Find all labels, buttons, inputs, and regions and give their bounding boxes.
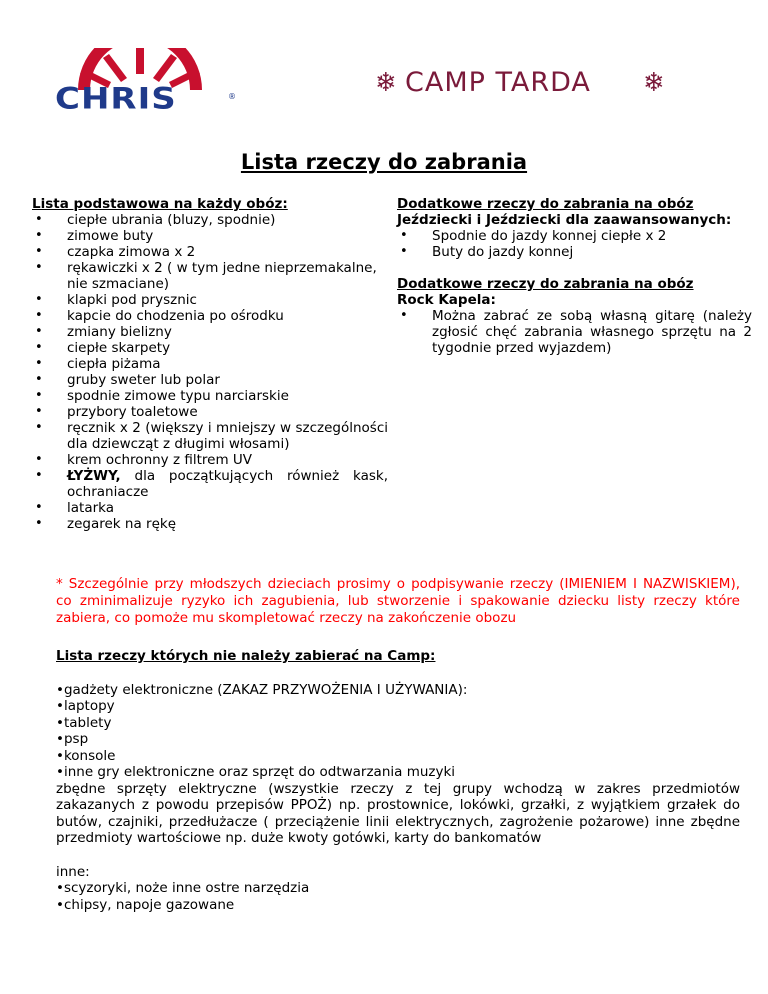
bullet-icon: •: [35, 420, 43, 435]
bullet-icon: •: [35, 340, 43, 355]
list-item: • Spodnie do jazdy konnej ciepłe x 2: [400, 228, 667, 244]
bullet-icon: •: [35, 292, 43, 307]
bullet-icon: •: [35, 324, 43, 339]
additional-lists-section: [397, 196, 752, 356]
bullet-icon: •: [35, 468, 43, 483]
list-item: • ciepłe ubrania (bluzy, spodnie): [35, 212, 276, 228]
list-item: •psp: [56, 731, 89, 747]
list-item: • zimowe buty: [35, 228, 154, 244]
labeling-note: * Szczególnie przy młodszych dzieciach prosimy o podpisywanie rzeczy (IMIENIEM I NAZWISKIEM), co zminimalizuje ryzyko ich zagubienia, lub stworzenie i spakowanie dziecku listy rzeczy które zabiera, co pomoże mu skompletować rzeczy na zakończenie obozu: [56, 576, 740, 626]
list-item: •konsole: [56, 747, 116, 764]
bullet-icon: •: [400, 308, 408, 323]
list-item: • Można zabrać ze sobą własną gitarę (należy zgłosić chęć zabrania własnego sprzętu na 2 tygodnie przed wyjazdem): [400, 308, 752, 356]
bullet-icon: •: [35, 388, 43, 403]
list-item: • czapka zimowa x 2: [35, 244, 196, 260]
list-item: • gruby sweter lub polar: [35, 372, 220, 388]
rock-list: [397, 308, 752, 356]
list-item: • ręcznik x 2 (większy i mniejszy w szczególności dla dziewcząt z długimi włosami): [35, 420, 388, 452]
skis-bold-label: ŁYŻWY,: [67, 468, 121, 484]
list-item: • krem ochronny z filtrem UV: [35, 452, 253, 468]
list-item: •laptopy: [56, 698, 115, 714]
bullet-icon: •: [35, 356, 43, 371]
forbidden-section: [56, 648, 740, 913]
snowflake-icon: ❄: [375, 68, 397, 98]
list-item: • zmiany bielizny: [35, 324, 172, 340]
list-item: •inne gry elektroniczne oraz sprzęt do odtwarzania muzyki: [56, 764, 456, 780]
list-item: • przybory toaletowe: [35, 404, 198, 420]
bullet-icon: •: [35, 308, 43, 323]
basic-list-heading: Lista podstawowa na każdy obóz:: [32, 196, 288, 212]
bullet-icon: •: [35, 500, 43, 515]
list-item: • ciepłe skarpety: [35, 340, 171, 356]
rock-heading: Dodatkowe rzeczy do zabrania na obóz: [397, 276, 694, 292]
registered-mark: ®: [228, 92, 236, 101]
snowflake-icon: ❄: [643, 68, 665, 98]
chris-wordmark: CHRIS: [55, 82, 177, 116]
list-item: • spodnie zimowe typu narciarskie: [35, 388, 289, 404]
basic-list: [32, 212, 388, 532]
list-item: • klapki pod prysznic: [35, 292, 197, 308]
list-item: •scyzoryki, noże inne ostre narzędzia: [56, 880, 310, 896]
bullet-icon: •: [35, 404, 43, 419]
riding-subheading: Jeździecki i Jeździecki dla zaawansowanych:: [397, 212, 732, 228]
list-item: •gadżety elektroniczne (ZAKAZ PRZYWOŻENIA I UŻYWANIA):: [56, 681, 468, 698]
forbidden-heading: Lista rzeczy których nie należy zabierać na Camp:: [56, 648, 436, 664]
page-title: Lista rzeczy do zabrania: [240, 150, 528, 174]
camp-tarda-logo: [375, 66, 675, 106]
forbidden-paragraph: zbędne sprzęty elektryczne (wszystkie rzeczy z tej grupy wchodzą w zakres przedmiotów zakazanych z powodu przepisów PPOŻ) np. prostownice, lokówki, grzałki, z wyjątkiem grzałek do butów, czajniki, przedłużacze ( przeciążenie linii elektrycznych, zagrożenie pożarowe) inne zbędne przedmioty wartościowe np. duże kwoty gotówki, karty do bankomatów: [56, 780, 740, 846]
bullet-icon: •: [35, 516, 43, 531]
list-item: • kapcie do chodzenia po ośrodku: [35, 308, 284, 324]
list-item: • rękawiczki x 2 ( w tym jedne nieprzemakalne, nie szmaciane): [35, 260, 377, 292]
riding-heading: Dodatkowe rzeczy do zabrania na obóz: [397, 196, 694, 212]
riding-list: [397, 228, 752, 260]
bullet-icon: •: [400, 228, 408, 243]
bullet-icon: •: [400, 244, 408, 259]
bullet-icon: •: [35, 372, 43, 387]
basic-list-section: [32, 196, 388, 532]
camp-tarda-wordmark: CAMP TARDA: [405, 67, 591, 98]
chris-logo: [50, 48, 240, 120]
bullet-icon: •: [35, 260, 43, 275]
other-label: inne:: [56, 863, 90, 880]
rock-subheading: Rock Kapela:: [397, 292, 496, 308]
bullet-icon: •: [35, 228, 43, 243]
list-item: • Buty do jazdy konnej: [400, 244, 574, 260]
list-item: •chipsy, napoje gazowane: [56, 896, 235, 913]
bullet-icon: •: [35, 244, 43, 259]
list-item-skis: • ŁYŻWY, dla początkujących również kask, ochraniacze: [35, 468, 388, 500]
list-item: •tablety: [56, 714, 112, 731]
list-item: • ciepła piżama: [35, 356, 161, 372]
list-item: • latarka: [35, 500, 114, 516]
bullet-icon: •: [35, 452, 43, 467]
list-item: • zegarek na rękę: [35, 516, 177, 532]
bullet-icon: •: [35, 212, 43, 227]
